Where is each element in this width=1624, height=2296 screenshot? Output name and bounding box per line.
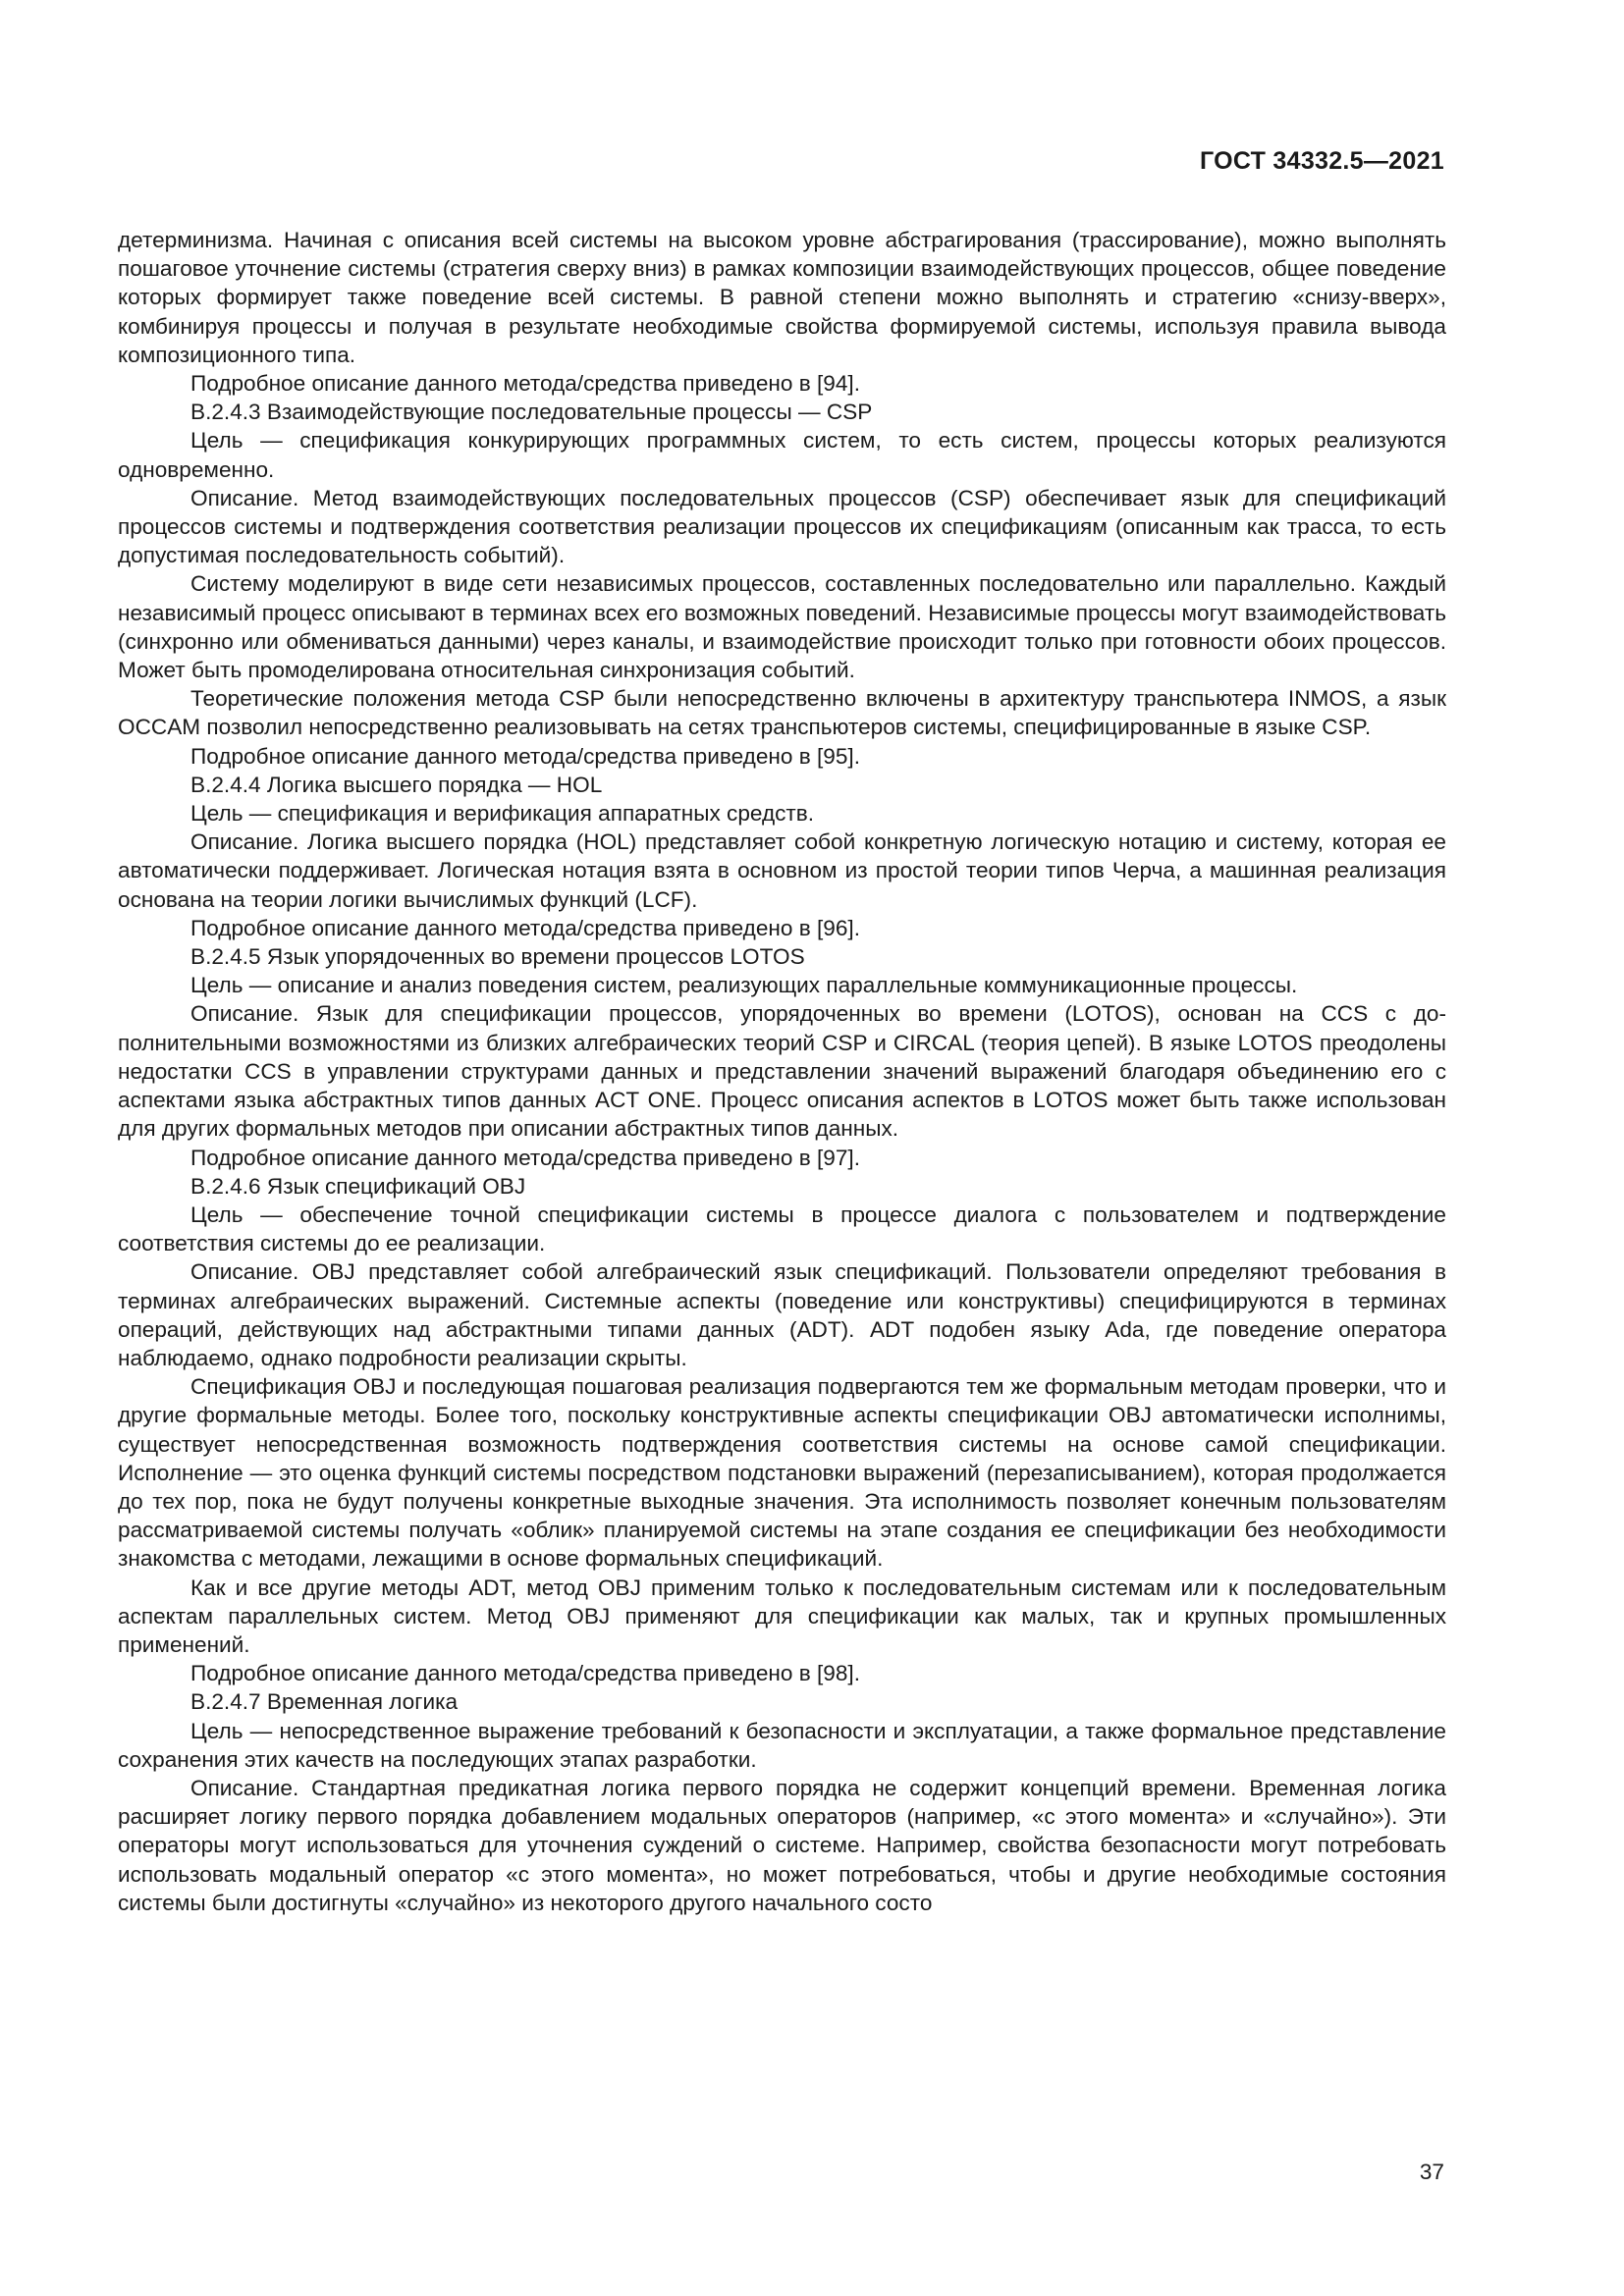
paragraph-description: Описание. OBJ представляет собой алгебраический язык спецификаций. Пользователи определяют требования в терминах алгебраических выражений. Системные аспекты (поведение или конструктивы) специфицируются в терминах операций, действующих над абстрактными типами данных (ADT). ADT подобен языку Ada, где поведение оператора наблюдаемо, однако подробности реализации скрыты.	[118, 1259, 1446, 1370]
paragraph-description: Описание. Язык для спецификации процессов, упорядоченных во времени (LOTOS), основан на CCS с дополнительными возможностями из близких алгебраических теорий CSP и CIRCAL (теория цепей). В языке LOTOS преодолены недостатки CCS в управлении структурами данных и представлении значений выражений благодаря объединению его с аспектами языка абстрактных типов данных ACT ONE. Процесс описания аспектов в LOTOS может быть также использован для других формальных методов при описании абстрактных типов данных.	[118, 1001, 1446, 1142]
paragraph: Как и все другие методы ADT, метод OBJ применим только к последовательным системам или к последовательным аспектам параллельных систем. Метод OBJ применяют для спецификации как малых, так и крупных промышленных применений.	[118, 1575, 1446, 1657]
section-heading-hol: В.2.4.4 Логика высшего порядка — HOL	[190, 772, 603, 797]
section-heading-temporal-logic: В.2.4.7 Временная логика	[190, 1689, 459, 1715]
paragraph-description: Описание. Логика высшего порядка (HOL) представляет собой конкретную логическую нотацию и систему, которая ее автоматически поддерживает. Логическая нотация взята в основном из простой теории типов Черча, а машинная реализация основана на теории логики вычислимых функций (LCF).	[118, 829, 1446, 912]
paragraph-goal: Цель — спецификация конкурирующих программных систем, то есть систем, процессы которых реализуются одновременно.	[118, 428, 1446, 482]
reference-note: Подробное описание данного метода/средства приведено в [94].	[190, 371, 860, 397]
paragraph-description: Описание. Метод взаимодействующих последовательных процессов (CSP) обеспечивает язык для спецификаций процессов системы и подтверждения соответствия реализации процессов их спецификациям (описанным как трасса, то есть допустимая последовательность событий).	[118, 485, 1446, 568]
paragraph-goal: Цель — непосредственное выражение требований к безопасности и эксплуатации, а также формальное представление сохранения этих качеств на последующих этапах разработки.	[118, 1718, 1446, 1772]
paragraph-goal: Цель — обеспечение точной спецификации системы в процессе диалога с пользователем и подтверждение соответствия системы до ее реализации.	[118, 1201, 1446, 1256]
paragraph: Спецификация OBJ и последующая пошаговая реализация подвергаются тем же формальным методам проверки, что и другие формальные методы. Более того, поскольку конструктивные аспекты спецификации OBJ автоматически исполнимы, существует непосредственная возможность подтверждения соответствия системы на основе самой спецификации. Исполнение — это оценка функций системы посредством подстановки выражений (перезаписыванием), которая продолжается до тех пор, пока не будут получены конкретные выходные значения. Эта исполнимость позволяет конечным пользователям рассматриваемой системы получать «облик» планируемой системы на этапе создания ее спецификации без необходимости знакомства с методами, лежащими в основе формальных спецификаций.	[118, 1374, 1446, 1572]
section-heading-lotos: В.2.4.5 Язык упорядоченных во времени процессов LOTOS	[190, 944, 805, 970]
paragraph-goal: Цель — описание и анализ поведения систем, реализующих параллельные коммуникационные процессы.	[190, 973, 1298, 998]
paragraph-continuation: детерминизма. Начиная с описания всей системы на высоком уровне абстрагирования (трассирование), можно выполнять пошаговое уточнение системы (стратегия сверху вниз) в рамках композиции взаимодействующих процессов, общее поведение которых формирует также поведение всей системы. В равной степени можно выполнять и стратегию «снизу-вверх», комбинируя процессы и получая в результате необходимые свойства формируемой системы, используя правила вывода композиционного типа.	[118, 228, 1446, 367]
document-id: ГОСТ 34332.5—2021	[1199, 147, 1444, 175]
section-heading-csp: В.2.4.3 Взаимодействующие последовательные процессы — CSP	[190, 400, 873, 425]
paragraph: Теоретические положения метода CSP были непосредственно включены в архитектуру транспьютера INMOS, а язык OCCAM позволил непосредственно реализовывать на сетях транспьютеров системы, специфицированные в языке CSP.	[118, 686, 1446, 740]
paragraph-description: Описание. Стандартная предикатная логика первого порядка не содержит концепций времени. Временная логика расширяет логику первого порядка добавлением модальных операторов (например, «с этого момента» и «случайно»). Эти операторы могут использоваться для уточнения суждений о системе. Например, свойства безопасности могут потребовать использовать модальный оператор «с этого момента», но может потребоваться, чтобы и другие необходимые состояния системы были достигнуты «случайно» из некоторого другого начального состо	[118, 1775, 1446, 1915]
section-heading-obj: В.2.4.6 Язык спецификаций OBJ	[190, 1173, 526, 1199]
paragraph-goal: Цель — спецификация и верификация аппаратных средств.	[190, 801, 815, 827]
body-text	[118, 226, 1446, 1917]
reference-note: Подробное описание данного метода/средства приведено в [97].	[190, 1145, 860, 1170]
reference-note: Подробное описание данного метода/средства приведено в [95].	[190, 743, 860, 769]
page-number: 37	[1419, 2160, 1444, 2184]
reference-note: Подробное описание данного метода/средства приведено в [96].	[190, 915, 860, 940]
reference-note: Подробное описание данного метода/средства приведено в [98].	[190, 1661, 860, 1686]
paragraph: Систему моделируют в виде сети независимых процессов, составленных последовательно или параллельно. Каждый независимый процесс описывают в терминах всех его возможных поведений. Независимые процессы могут взаимодействовать (синхронно или обмениваться данными) через каналы, и взаимодействие происходит только при готовности обоих процессов. Может быть промоделирована относительная синхронизация событий.	[118, 571, 1446, 683]
